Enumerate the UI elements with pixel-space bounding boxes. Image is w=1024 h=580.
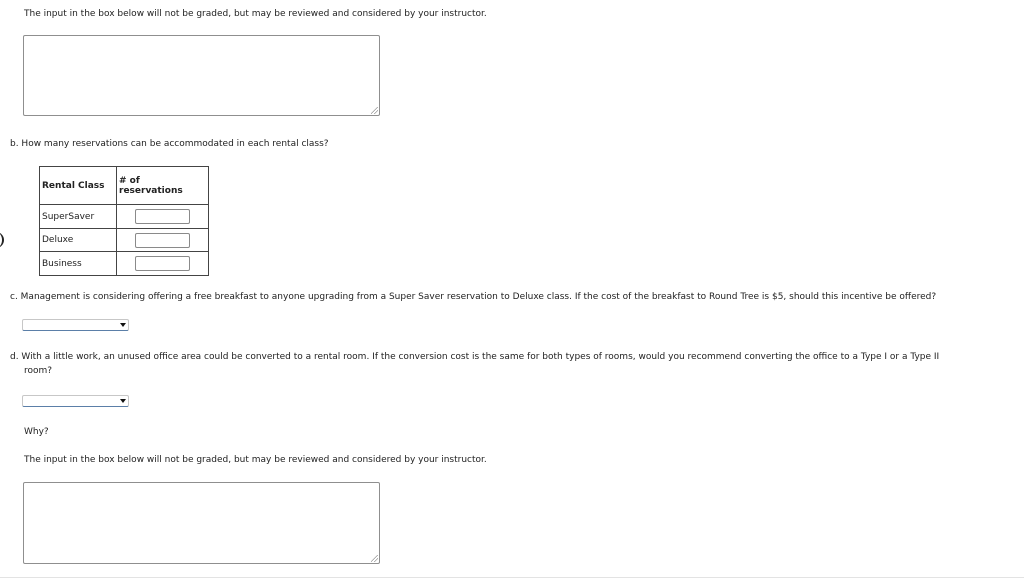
chevron-down-icon [120, 399, 126, 403]
ungraded-note-top: The input in the box below will not be graded, but may be reviewed and considered by your instructor. [24, 9, 487, 19]
incentive-dropdown[interactable] [22, 319, 129, 331]
why-label: Why? [24, 427, 49, 437]
deluxe-reservations-input[interactable] [135, 233, 190, 248]
room-type-dropdown[interactable] [22, 395, 129, 407]
ungraded-note-bottom: The input in the box below will not be graded, but may be reviewed and considered by your instructor. [24, 455, 487, 465]
header-num-reservations: # of reservations [117, 167, 209, 205]
business-reservations-input[interactable] [135, 256, 190, 271]
question-d-text-continued: room? [24, 366, 53, 376]
reservations-cell [117, 229, 209, 252]
page-divider [0, 577, 1024, 578]
question-c-text: c. Management is considering offering a free breakfast to anyone upgrading from a Super Saver reservation to Deluxe class. If the cost of the breakfast to Round Tree is $5, should this incentive be offered? [10, 292, 937, 302]
table-header-row [40, 167, 209, 205]
supersaver-reservations-input[interactable] [135, 209, 190, 224]
reservations-table [39, 166, 209, 276]
table-row [40, 229, 209, 252]
table-row [40, 252, 209, 276]
reservations-cell [117, 252, 209, 276]
resize-grip-icon[interactable] [371, 107, 378, 114]
chevron-down-icon [120, 323, 126, 327]
rental-class-cell: Deluxe [40, 229, 117, 252]
comment-textarea-bottom[interactable] [23, 482, 380, 564]
resize-grip-icon[interactable] [371, 555, 378, 562]
table-row [40, 205, 209, 229]
rental-class-cell: SuperSaver [40, 205, 117, 229]
question-d-text: d. With a little work, an unused office area could be converted to a rental room. If the conversion cost is the same for both types of rooms, would you recommend converting the office to a Type I or a Type II [10, 352, 940, 362]
question-b-text: b. How many reservations can be accommodated in each rental class? [10, 139, 329, 149]
left-edge-marker [0, 232, 4, 248]
header-rental-class: Rental Class [40, 167, 117, 205]
comment-textarea-top[interactable] [23, 35, 380, 116]
rental-class-cell: Business [40, 252, 117, 276]
reservations-cell [117, 205, 209, 229]
